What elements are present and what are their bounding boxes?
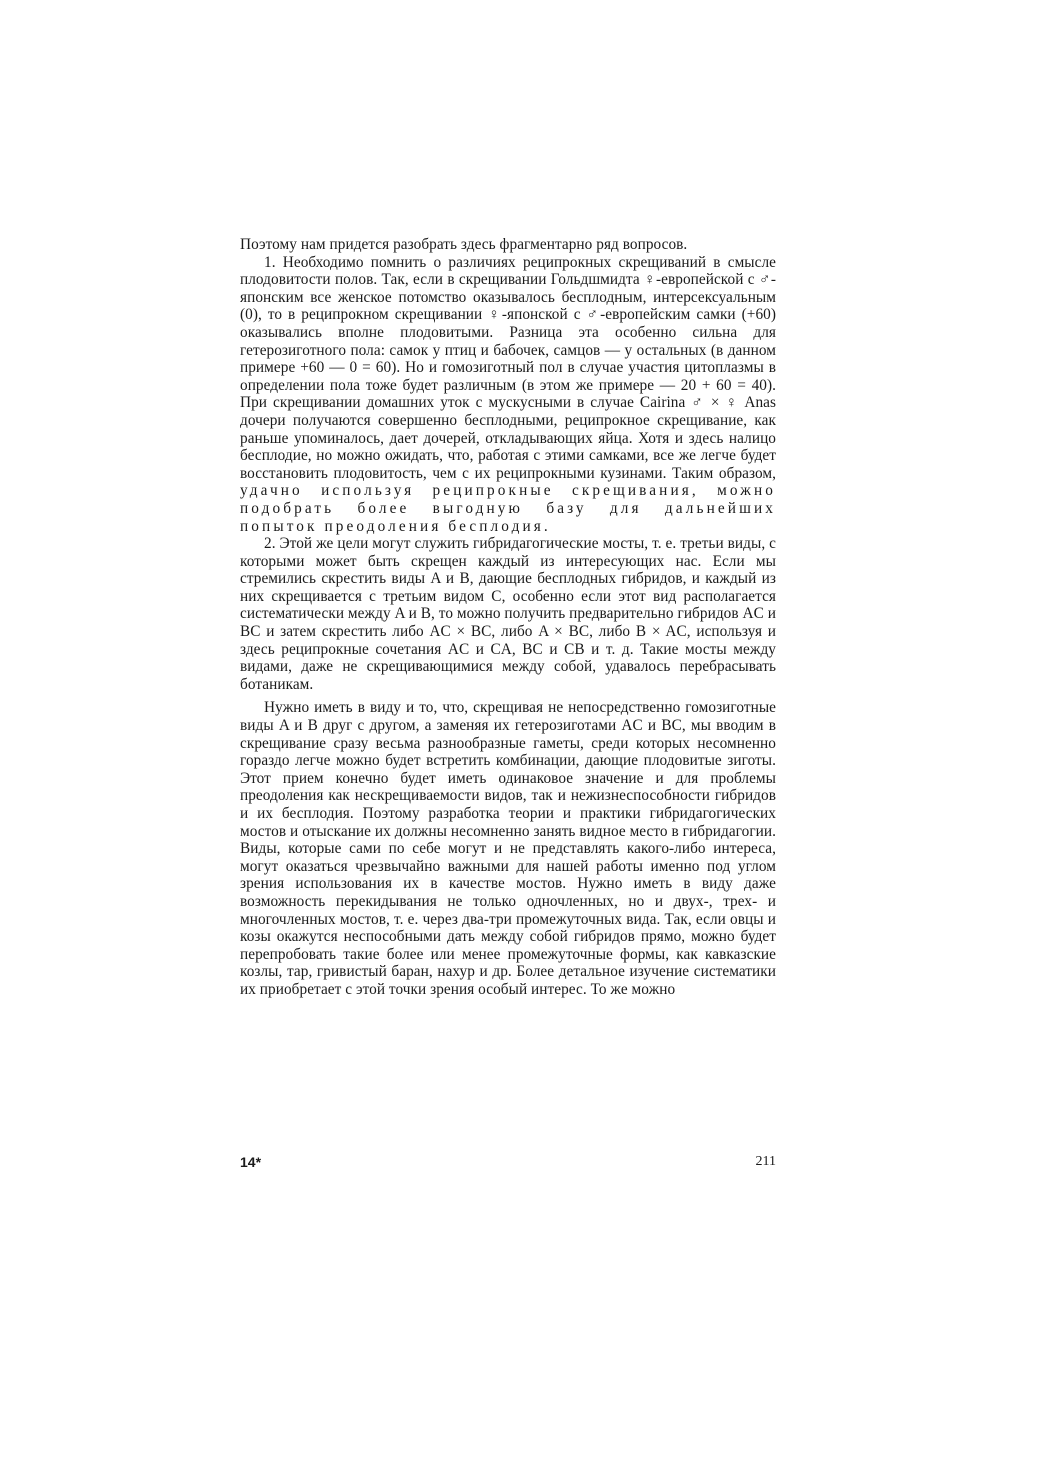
signature-mark: 14* [240,1154,262,1170]
document-page [240,236,776,1176]
paragraph-3: Нужно иметь в виду и то, что, скрещивая не непосредственно гомозиготные виды A и B друг с другом, а заменяя их гетерозиготами AC и BC, мы вводим в скрещивание сразу весьма разнообразные гаметы, среди которых несомненно гораздо легче можно будет встретить комбинации, дающие плодовитые зиготы. Этот прием конечно будет иметь одинаковое значение и для проблемы преодоления как нескрещиваемости видов, так и нежизнеспособности гибридов и их бесплодия. Поэтому разработка теории и практики гибридагогических мостов и отыскание их должны несомненно занять видное место в гибридагогии. Виды, которые сами по себе могут и не представлять какого-либо интереса, могут оказаться чрезвычайно важными для нашей работы именно под углом зрения использования их в качестве мостов. Нужно иметь в виду даже возможность перекидывания не только одночленных, но и двух-, трех- и многочленных мостов, т. е. через два-три промежуточных вида. Так, если овцы и козы окажутся неспособными дать между собой гибридов прямо, можно будет перепробовать такие более или менее промежуточные формы, как кавказские козлы, тар, гривистый баран, нахур и др. Более детальное изучение систематики их приобретает с этой точки зрения особый интерес. То же можно [240,699,776,998]
paragraph-1-emphasis: удачно используя реципрокные скрещивания, можно подобрать более выгодную базу для дальнейших попыток преодоления бесплодия. [240,482,776,535]
page-number: 211 [755,1154,776,1169]
paragraph-1-text: 1. Необходимо помнить о различиях реципрокных скрещиваний в смысле плодовитости полов. Так, если в скрещивании Гольдшмидта ♀-европейской с ♂-японским все женское потомство оказывалось бесплодным, интерсексуальным (0), то в реципрокном скрещивании ♀-японской с ♂-европейским самки (+60) оказывались вполне плодовитыми. Разница эта особенно сильна для гетерозиготного пола: самок у птиц и бабочек, самцов — у остальных (в данном примере +60 — 0 = 60). Но и гомозиготный пол в случае участия цитоплазмы в определении пола тоже будет различным (в этом же примере — 20 + 60 = 40). При скрещивании домашних уток с мускусными в случае Cairina ♂ × ♀ Anas дочери получаются совершенно бесплодными, реципрокное скрещивание, как раньше упоминалось, дает дочерей, откладывающих яйца. Хотя и здесь налицо бесплодие, но можно ожидать, что, работая с этими самками, все же легче будет восстановить плодовитость, чем с их реципрокными кузинами. Таким образом, [240,253,776,482]
paragraph-intro: Поэтому нам придется разобрать здесь фрагментарно ряд вопросов. [240,236,688,253]
paragraph-1 [240,254,776,536]
paragraph-2: 2. Этой же цели могут служить гибридагогические мосты, т. е. третьи виды, с которыми может быть скрещен каждый из интересующих нас. Если мы стремились скрестить виды A и B, дающие бесплодных гибридов, и каждый из них скрещивается с третьим видом C, особенно если этот вид располагается систематически между A и B, то можно получить предварительно гибридов AC и BC и затем скрестить либо AC × BC, либо A × BC, либо B × AC, используя и здесь реципрокные сочетания AC и CA, BC и CB и т. д. Такие мосты между видами, даже не скрещивающимися между собой, удавалось перебрасывать ботаникам. [240,535,776,693]
page-footer [240,1154,776,1174]
